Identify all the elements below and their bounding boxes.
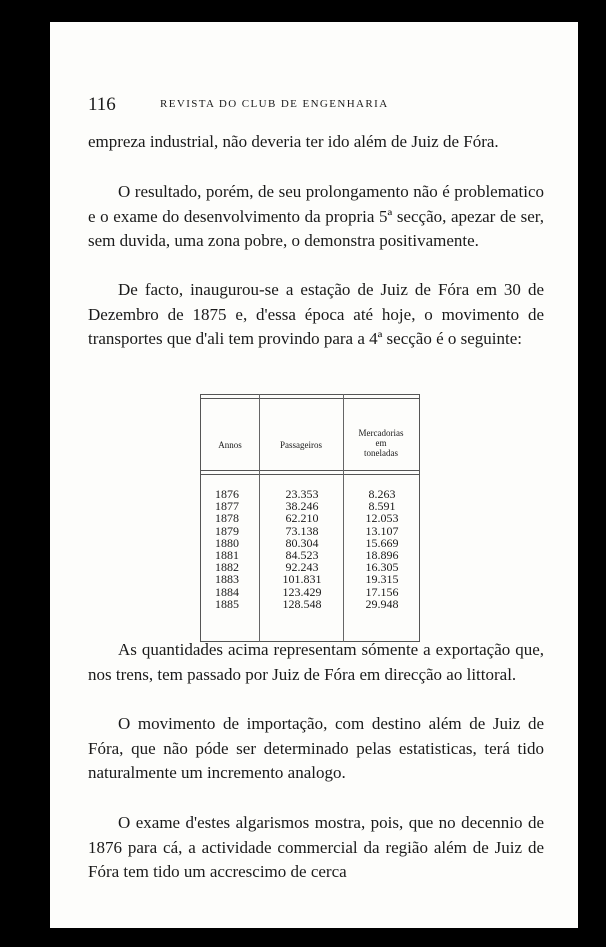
column-header-goods-line2: em <box>375 438 387 448</box>
column-header-goods-line3: toneladas <box>364 448 398 458</box>
cell-goods: 19.315 <box>365 572 399 587</box>
column-header-goods <box>343 428 419 458</box>
table-row <box>201 598 419 610</box>
cell-year: 1877 <box>215 499 239 514</box>
cell-goods: 17.156 <box>365 584 399 599</box>
table-row <box>201 573 419 585</box>
column-header-goods-line1: Mercadorias <box>358 428 404 438</box>
table-rule-header-inner <box>201 474 419 475</box>
cell-goods: 29.948 <box>365 596 399 611</box>
paragraph-6: O exame d'estes algarismos mostra, pois, que no decennio de 1876 para cá, a actividade commercial da região além de Juiz de Fóra tem tido um accrescimo de cerca <box>88 813 544 881</box>
table-body <box>201 488 419 610</box>
page-number: 116 <box>88 94 116 115</box>
transport-table <box>200 394 420 642</box>
cell-passengers: 123.429 <box>282 584 322 599</box>
cell-goods: 12.053 <box>365 511 399 526</box>
paragraph-4: As quantidades acima representam sómente a exportação que, nos trens, tem passado por Juiz de Fóra em direcção ao littoral. <box>88 640 544 684</box>
table-row <box>201 512 419 524</box>
cell-passengers: 80.304 <box>285 535 319 550</box>
cell-year: 1880 <box>215 535 239 550</box>
table-row <box>201 586 419 598</box>
book-page <box>50 22 578 928</box>
column-header-year: Annos <box>218 440 242 450</box>
cell-goods: 13.107 <box>365 523 399 538</box>
cell-goods: 8.591 <box>368 499 396 514</box>
column-header-passengers: Passageiros <box>280 440 322 450</box>
cell-passengers: 84.523 <box>285 547 319 562</box>
cell-year: 1884 <box>215 584 239 599</box>
cell-year: 1881 <box>215 547 239 562</box>
cell-passengers: 38.246 <box>285 499 319 514</box>
paragraph-5: O movimento de importação, com destino além de Juiz de Fóra, que não póde ser determinado pelas estatisticas, terá tido naturalmente um incremento analogo. <box>88 714 544 782</box>
table-rule-top <box>201 394 419 395</box>
cell-year: 1882 <box>215 560 239 575</box>
table-rule-header <box>201 470 419 471</box>
cell-passengers: 128.548 <box>282 596 322 611</box>
cell-year: 1876 <box>215 487 239 501</box>
cell-passengers: 101.831 <box>282 572 322 587</box>
table-rule-top-inner <box>201 398 419 399</box>
cell-year: 1885 <box>215 596 239 611</box>
cell-passengers: 92.243 <box>285 560 319 575</box>
cell-passengers: 23.353 <box>285 487 319 501</box>
cell-year: 1879 <box>215 523 239 538</box>
cell-goods: 16.305 <box>365 560 399 575</box>
running-title: REVISTA DO CLUB DE ENGENHARIA <box>160 98 389 110</box>
page-header <box>88 94 540 114</box>
cell-passengers: 73.138 <box>285 523 319 538</box>
paragraph-1: empreza industrial, não deveria ter ido além de Juiz de Fóra. <box>88 132 499 151</box>
cell-passengers: 62.210 <box>285 511 319 526</box>
cell-goods: 8.263 <box>368 487 396 501</box>
cell-goods: 18.896 <box>365 547 399 562</box>
cell-year: 1883 <box>215 572 239 587</box>
cell-year: 1878 <box>215 511 239 526</box>
table-row <box>201 525 419 537</box>
paragraph-3: De facto, inaugurou-se a estação de Juiz de Fóra em 30 de Dezembro de 1875 e, d'essa época até hoje, o movimento de transportes que d'ali tem provindo para a 4ª secção é o seguinte: <box>88 280 544 348</box>
cell-goods: 15.669 <box>365 535 399 550</box>
paragraph-2: O resultado, porém, de seu prolongamento não é problematico e o exame do desenvolvimento da propria 5ª secção, apezar de ser, sem duvida, uma zona pobre, o demonstra positivamente. <box>88 182 544 250</box>
